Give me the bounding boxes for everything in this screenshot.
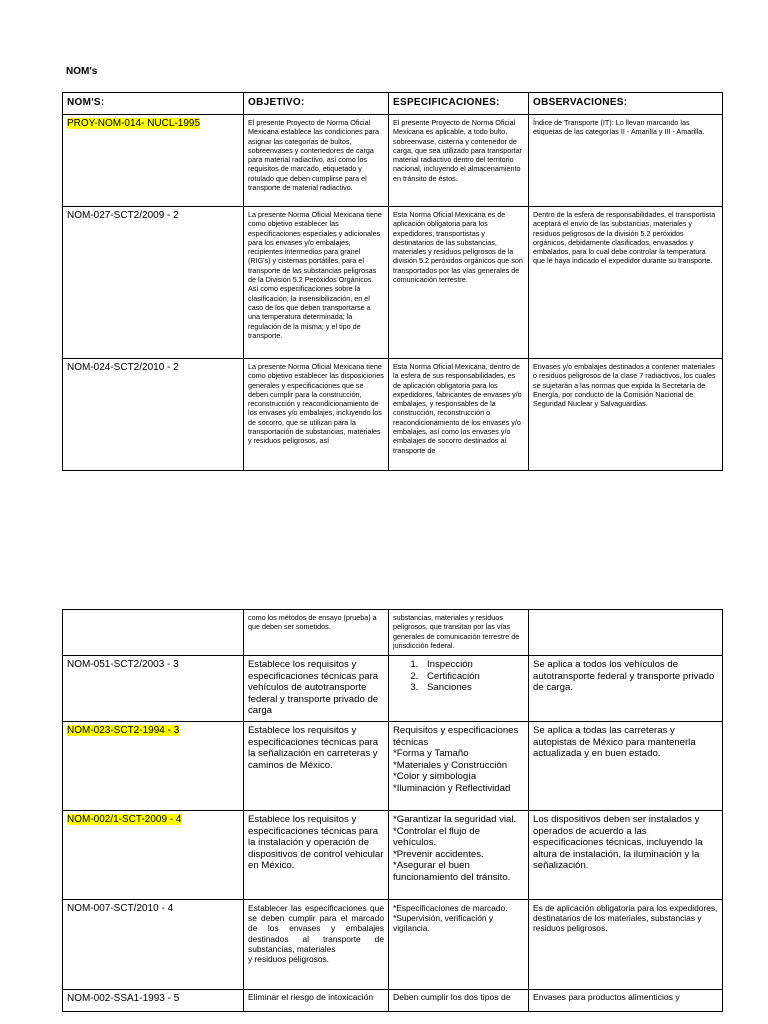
observaciones-cell: Envases y/o embalajes destinados a contener materiales o residuos peligrosos de la clase 7 radiactivos, los cuales se sujetarán a las normas que expida la Secretaría de Energía, por conducto de la Comisión Nacional de Seguridad Nuclear y Salvaguardias. (529, 359, 723, 471)
nom-cell (63, 359, 244, 471)
nom-code: PROY-NOM-014- NUCL-1995 (67, 118, 201, 129)
noms-table-page-1 (62, 92, 723, 471)
header-especificaciones: ESPECIFICACIONES: (389, 93, 529, 115)
noms-table-page-2 (62, 609, 723, 1012)
observaciones-cell-empty (529, 610, 723, 656)
observaciones-cell: Dentro de la esfera de responsabilidades, el transportista aceptará el envío de las substancias, materiales y residuos peligrosos de la división 5.2 peróxidos orgánicos, debidamente clasificados, envasados y embalados, para lo cual debe controlar la temperatura que le haya indicado el expedidor durante su transporte. (529, 207, 723, 359)
table-row-continuation (63, 610, 723, 656)
table-row (63, 656, 723, 722)
objetivo-cell: como los métodos de ensayo (prueba) a que deben ser sometidos. (244, 610, 389, 656)
nom-cell (63, 115, 244, 207)
especificaciones-cell (389, 656, 529, 722)
table-header-row (63, 93, 723, 115)
list-item: 1. Inspección (421, 659, 524, 671)
nom-cell (63, 656, 244, 722)
observaciones-cell: Los dispositivos deben ser instalados y operados de acuerdo a las especificaciones técnicas, incluyendo la altura de instalación, la iluminación y la señalización. (529, 811, 723, 900)
especificaciones-list (393, 659, 524, 694)
table-row (63, 207, 723, 359)
especificaciones-cell: substancias, materiales y residuos peligrosos, que transitan por las vías generales de comunicación terrestre de jurisdicción federal. (389, 610, 529, 656)
header-objetivo: OBJETIVO: (244, 93, 389, 115)
objetivo-cell: La presente Norma Oficial Mexicana tiene como objetivo establecer las disposiciones generales y especificaciones que se deben cumplir para la construcción, reconstrucción y reacondicionamiento de los envases y/o embalajes, incluyendo los de socorro, que se utilizan para la transportación de substancias, materiales y residuos peligrosos, así (244, 359, 389, 471)
list-item: 3. Sanciones (421, 682, 524, 694)
especificaciones-cell: Esta Norma Oficial Mexicana es de aplicación obligatoria para los expedidores, transportistas y destinatarios de las substancias, materiales y residuos peligrosos de la división 5.2 peróxidos orgánicos que son transportados por las vías generales de comunicación terrestre. (389, 207, 529, 359)
especificaciones-cell: Requisitos y especificaciones técnicas *Forma y Tamaño *Materiales y Construcción *Color y simbología *Iluminación y Reflectividad (389, 722, 529, 811)
nom-code: NOM-002-SSA1-1993 - 5 (67, 993, 180, 1004)
nom-code: NOM-002/1-SCT-2009 - 4 (67, 814, 182, 825)
table-row (63, 722, 723, 811)
nom-cell-empty (63, 610, 244, 656)
objetivo-cell: La presente Norma Oficial Mexicana tiene como objetivo establecer las especificaciones especiales y adicionales para los envases y/o embalajes, recipientes intermedios para granel (RIG's) y cisternas portátiles, para el transporte de las substancias peligrosas de la División 5.2 Peróxidos Orgánicos. Así como especificaciones sobre la clasificación; la insensibilización, en el caso de los que deben transportarse a una temperatura determinada; la regulación de la misma; y el tipo de transporte. (244, 207, 389, 359)
especificaciones-cell: El presente Proyecto de Norma Oficial Mexicana es aplicable, a todo bulto, sobreenvase, cisterna y contenedor de carga, que sea utilizado para transportar material radiactivo dentro del territorio nacional, incluyendo el almacenamiento en tránsito de éstos. (389, 115, 529, 207)
table-row (63, 359, 723, 471)
nom-cell (63, 722, 244, 811)
observaciones-cell: Se aplica a todos los vehículos de autotransporte federal y transporte privado de carga. (529, 656, 723, 722)
table-row (63, 900, 723, 990)
nom-code: NOM-007-SCT/2010 - 4 (67, 903, 174, 914)
especificaciones-cell: *Garantizar la seguridad vial. *Controlar el flujo de vehículos. *Prevenir accidentes. *Asegurar el buen funcionamiento del tránsito. (389, 811, 529, 900)
nom-cell (63, 811, 244, 900)
nom-code: NOM-023-SCT2-1994 - 3 (67, 725, 180, 736)
table-row (63, 115, 723, 207)
objetivo-cell: Establece los requisitos y especificaciones técnicas para vehículos de autotransporte federal y transporte privado de carga (244, 656, 389, 722)
nom-code: NOM-024-SCT2/2010 - 2 (67, 362, 179, 373)
objetivo-cell: Establece los requisitos y especificaciones técnicas para la instalación y operación de dispositivos de control vehicular en México. (244, 811, 389, 900)
table-row (63, 990, 723, 1012)
especificaciones-cell: Deben cumplir los dos tipos de (389, 990, 529, 1012)
nom-cell (63, 990, 244, 1012)
header-observaciones: OBSERVACIONES: (529, 93, 723, 115)
header-nom: NOM'S: (63, 93, 244, 115)
nom-code: NOM-051-SCT2/2003 - 3 (67, 659, 179, 670)
table-row (63, 811, 723, 900)
observaciones-cell: Es de aplicación obligatoria para los expedidores, destinatarios de los materiales, substancias y residuos peligrosos. (529, 900, 723, 990)
page-title: NOM's (66, 66, 98, 77)
objetivo-cell: Eliminar el riesgo de intoxicación (244, 990, 389, 1012)
especificaciones-cell: Esta Norma Oficial Mexicana, dentro de la esfera de sus responsabilidades, es de aplicación obligatoria para los expedidores, fabricantes de envases y/o embalajes, y responsables de la construcción, reconstrucción o reacondicionamiento de los envases y/o embalajes, así como los envases y/o embalajes de socorro destinados al transporte de (389, 359, 529, 471)
nom-code: NOM-027-SCT2/2009 - 2 (67, 210, 179, 221)
nom-cell (63, 900, 244, 990)
observaciones-cell: Índice de Transporte (IT): Lo llevan marcando las etiquetas de las categorías II - Amarilla y III - Amarilla. (529, 115, 723, 207)
objetivo-cell: El presente Proyecto de Norma Oficial Mexicana establece las condiciones para asignar las categorías de bultos, sobreenvases y contenedores de carga para material radiactivo, así como los requisitos de marcado, etiquetado y rotulado que deben cumplirse para el transporte de material radiactivo. (244, 115, 389, 207)
objetivo-cell: Establece los requisitos y especificaciones técnicas para la señalización en carreteras y caminos de México. (244, 722, 389, 811)
especificaciones-cell: *Especificaciones de marcado. *Supervisión, verificación y vigilancia. (389, 900, 529, 990)
nom-cell (63, 207, 244, 359)
objetivo-cell: Establecer las especificaciones que se deben cumplir para el marcado de los envases y embalajes destinados al transporte de substancias, materiales y residuos peligrosos. (244, 900, 389, 990)
list-item: 2. Certificación (421, 671, 524, 683)
observaciones-cell: Se aplica a todas las carreteras y autopistas de México para mantenerla actualizada y en buen estado. (529, 722, 723, 811)
observaciones-cell: Envases para productos alimenticios y (529, 990, 723, 1012)
